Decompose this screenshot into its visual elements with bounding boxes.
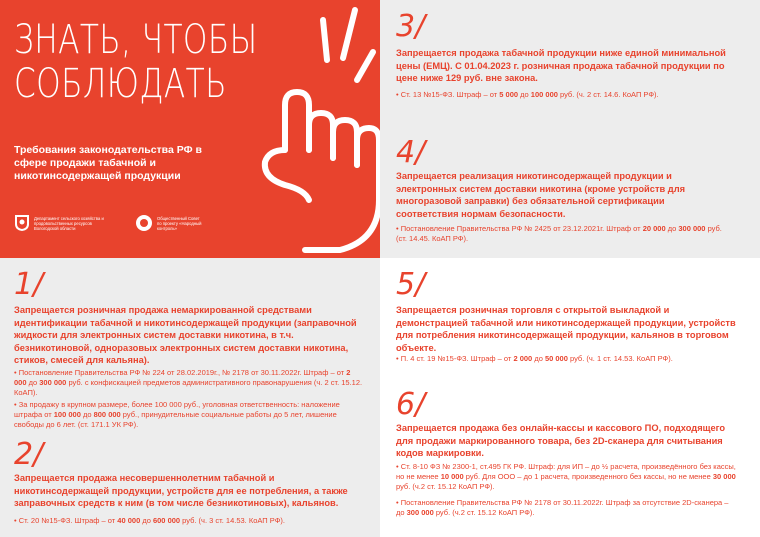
section-6-note-2: • Постановление Правительства РФ № 2178 от 30.11.2022г. Штраф за отсутствие 2D-сканера – до 300 000 руб. (ч.2 ст. 15.12 КоАП РФ).: [396, 498, 729, 517]
section-2-note: • Ст. 20 №15-ФЗ. Штраф – от 40 000 до 600 000 руб. (ч. 3 ст. 14.53. КоАП РФ).: [14, 516, 285, 525]
panel-bottom-right: [380, 258, 760, 537]
panel-bottom-left: [0, 258, 380, 537]
section-4-number: 4/: [396, 135, 426, 170]
panel-top-right: [380, 0, 760, 258]
section-5-note: • П. 4 ст. 19 №15-ФЗ. Штраф – от 2 000 до 50 000 руб. (ч. 1 ст. 14.53. КоАП РФ).: [396, 354, 673, 363]
ministry-logo: [14, 214, 114, 232]
section-1-note-2: • За продажу в крупном размере, более 100 000 руб., уголовная ответственность: наложение штрафа от 100 000 до 800 000 руб., принудительные социальные работы до 5 лет, лишение свободы до 6 лет. (ст. 171.1 УК РФ).: [14, 400, 340, 429]
section-3-note: • Ст. 13 №15-ФЗ. Штраф – от 5 000 до 100 000 руб. (ч. 2 ст. 14.6. КоАП РФ).: [396, 90, 659, 99]
section-1-number: 1/: [14, 267, 44, 302]
section-4-lead: Запрещается реализация никотинсодержащей продукции и электронных систем доставки никотина (кроме устройств для многоразовой заправки) без обязательной сертификации соответствия нормам безопасности.: [396, 171, 686, 219]
section-5-lead: Запрещается розничная торговля с открытой выкладкой и демонстрацией табачной или никотинсодержащей продукции, устройств для потребления никотинсодержащей продукции, кальянов в торговом объекте.: [396, 305, 736, 353]
section-6-note-1: • Ст. 8-10 ФЗ № 2300-1, ст.495 ГК РФ. Штраф: для ИП – до ½ расчета, произведённого без кассы, но не менее 10 000 руб. Для ООО – до 1 расчета, произведенного без кассы, но не менее 30 000 руб. (ч.2 ст. 15.12 КоАП РФ).: [396, 462, 736, 491]
section-5-number: 5/: [396, 267, 426, 302]
hero-subtitle: Требования законодательства РФ в сфере продажи табачной и никотинсодержащей продукции: [14, 144, 202, 182]
section-2-number: 2/: [14, 437, 44, 472]
council-logo-text: Общественный Совет по проекту «Народный контроль»: [157, 215, 202, 231]
section-1-note-1: • Постановление Правительства РФ № 224 от 28.02.2019г., № 2178 от 30.11.2022г. Штраф – от 2 000 до 300 000 руб. с конфискацией предметов административного правонарушения (ч. 2 ст. 15.12. КоАП).: [14, 368, 363, 397]
hero-title: [14, 17, 258, 107]
hero-title-line-2: СОБЛЮДАТЬ: [14, 61, 227, 107]
section-4-note: • Постановление Правительства РФ № 2425 от 23.12.2021г. Штраф от 20 000 до 300 000 руб. (ст. 14.45. КоАП РФ).: [396, 224, 722, 243]
hero-title-line-1: ЗНАТЬ, ЧТОБЫ: [14, 17, 258, 63]
section-2-lead: Запрещается продажа несовершеннолетним табачной и никотинсодержащей продукции, устройств для ее потребления, а также заправочных средств к ним (в том числе безникотиновых), кальянов.: [14, 473, 348, 508]
raised-finger-hand-icon: [245, 0, 380, 258]
ministry-logo-text: Департамент сельского хозяйства и продовольственных ресурсов Вологодской области: [34, 215, 104, 231]
coat-of-arms-icon: [14, 214, 30, 232]
council-logo: [135, 214, 205, 232]
section-1-lead: Запрещается розничная продажа немаркированной средствами идентификации табачной и никотинсодержащей продукции (заправочной жидкости для электронных систем доставки никотина, в т.ч. безникотиновой, одноразовых электронных систем доставки никотина, стиков, смесей для кальяна).: [14, 305, 357, 365]
council-emblem-icon: [135, 214, 153, 232]
section-6-lead: Запрещается продажа без онлайн-кассы и кассового ПО, подходящего для продажи маркированного товара, без 2D-сканера для считывания кодов маркировки.: [396, 423, 726, 458]
section-6-number: 6/: [396, 387, 426, 422]
section-3-lead: Запрещается продажа табачной продукции ниже единой минимальной цены (ЕМЦ). С 01.04.2023 г. розничная продажа табачной продукции по цене ниже 129 руб. вне закона.: [396, 48, 726, 83]
hero-panel: [0, 0, 380, 258]
section-3-number: 3/: [396, 9, 426, 44]
